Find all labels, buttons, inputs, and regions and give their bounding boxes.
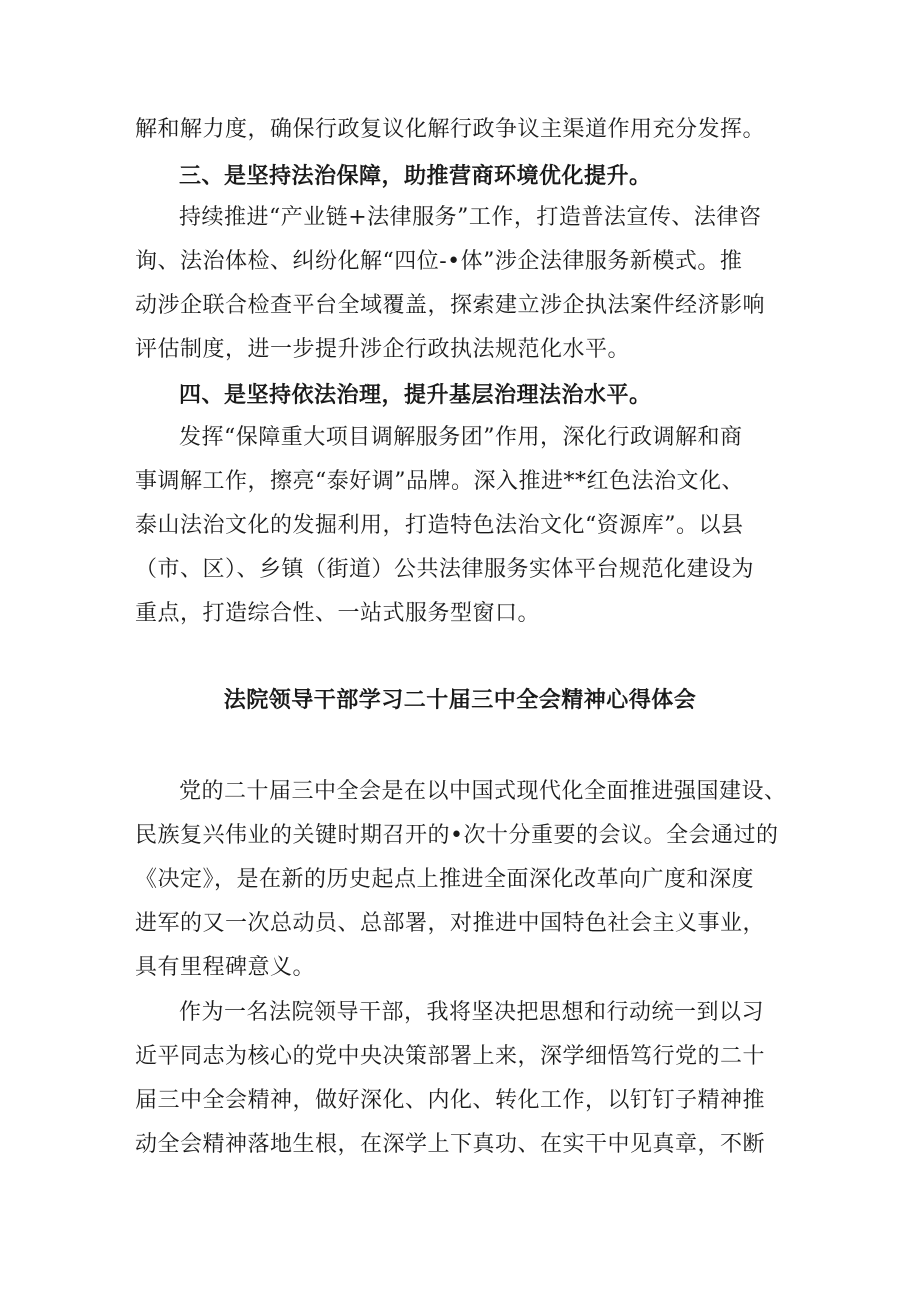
paragraph-line: 民族复兴伟业的关键时期召开的•次十分重要的会议。全会通过的 xyxy=(135,823,779,848)
paragraph-line: 事调解工作，擦亮“泰好调”品牌。深入推进**红色法治文化、 xyxy=(135,469,744,494)
paragraph-line: 发挥“保障重大项目调解服务团”作用，深化行政调解和商 xyxy=(179,425,743,450)
paragraph-line: 动全会精神落地生根，在深学上下真功、在实干中见真章，不断 xyxy=(135,1132,766,1157)
article-title: 法院领导干部学习二十届三中全会精神心得体会 xyxy=(223,688,697,713)
paragraph-line: 评估制度，进一步提升涉企行政执法规范化水平。 xyxy=(135,337,631,362)
paragraph-line: 重点，打造综合性、一站式服务型窗口。 xyxy=(135,601,541,626)
section-heading-four: 四、是坚持依法治理，提升基层治理法治水平。 xyxy=(179,382,652,408)
paragraph-line: 泰山法治文化的发掘利用，打造特色法治文化“资源库”。以县 xyxy=(135,513,744,538)
section-heading-three: 三、是坚持法治保障，助推营商环境优化提升。 xyxy=(179,163,652,189)
paragraph-line: 党的二十届三中全会是在以中国式现代化全面推进强国建设、 xyxy=(179,779,787,804)
paragraph-line: 届三中全会精神，做好深化、内化、转化工作，以钉钉子精神推 xyxy=(135,1088,766,1113)
paragraph-line: 进军的又一次总动员、总部署，对推进中国特色社会主义事业， xyxy=(135,911,766,936)
paragraph-line: 动涉企联合检查平台全域覆盖，探索建立涉企执法案件经济影响 xyxy=(135,293,766,318)
paragraph-line: 《决定》，是在新的历史起点上推进全面深化改革向广度和深度 xyxy=(135,867,755,892)
paragraph-line: 具有里程碑意义。 xyxy=(135,955,316,980)
paragraph-line: 询、法治体检、纠纷化解“四位-•体”涉企法律服务新模式。推 xyxy=(135,249,743,274)
paragraph-line: 持续推进“产业链+法律服务”工作，打造普法宣传、法律咨 xyxy=(179,205,762,230)
paragraph-line: 近平同志为核心的党中央决策部署上来，深学细悟笃行党的二十 xyxy=(135,1044,766,1069)
paragraph-line: （市、区）、乡镇（街道）公共法律服务实体平台规范化建设为 xyxy=(135,557,755,582)
paragraph-line: 作为一名法院领导干部，我将坚决把思想和行动统一到以习 xyxy=(179,1000,765,1025)
paragraph-line: 解和解力度，确保行政复议化解行政争议主渠道作用充分发挥。 xyxy=(135,117,766,142)
